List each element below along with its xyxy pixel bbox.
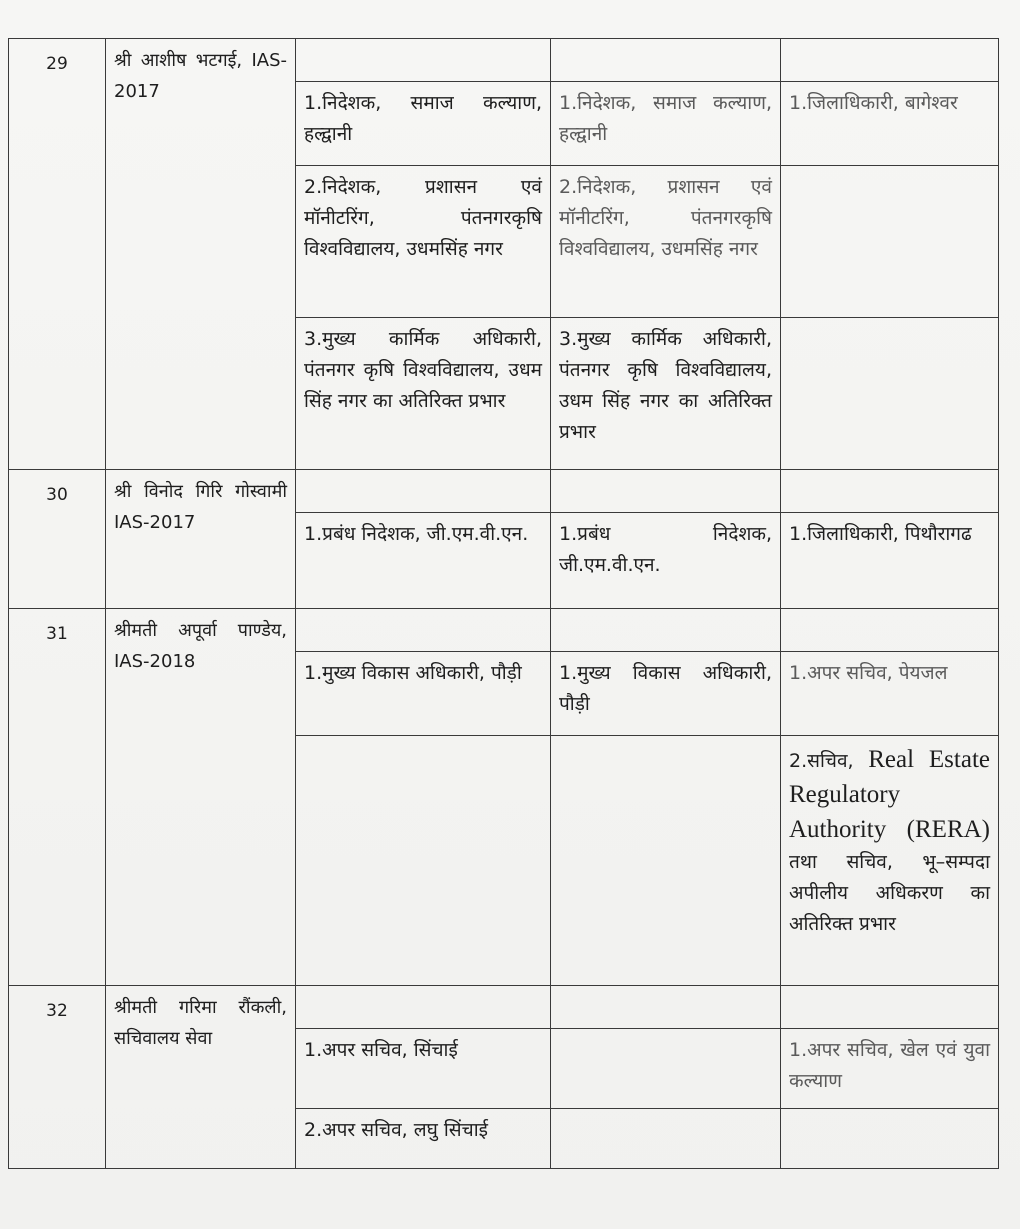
additional-post-rera xyxy=(781,736,999,986)
proposed-post: 1.निदेशक, समाज कल्याण, हल्द्वानी xyxy=(551,82,781,166)
proposed-post: 3.मुख्य कार्मिक अधिकारी, पंतनगर कृषि विश्वविद्यालय, उधम सिंह नगर का अतिरिक्त प्रभार xyxy=(551,318,781,470)
current-post: 1.प्रबंध निदेशक, जी.एम.वी.एन. xyxy=(296,513,551,609)
proposed-post xyxy=(551,736,781,986)
table-cell xyxy=(781,609,999,652)
additional-post xyxy=(781,318,999,470)
proposed-post xyxy=(551,1109,781,1169)
officer-name: श्री विनोद गिरि गोस्वामी IAS-2017 xyxy=(106,470,296,609)
proposed-post xyxy=(551,1029,781,1109)
table-cell xyxy=(296,986,551,1029)
serial-number: 30 xyxy=(9,470,106,609)
additional-post: 1.जिलाधिकारी, पिथौरागढ xyxy=(781,513,999,609)
proposed-post: 1.मुख्य विकास अधिकारी, पौड़ी xyxy=(551,652,781,736)
additional-post xyxy=(781,1109,999,1169)
table-cell xyxy=(551,470,781,513)
additional-post: 1.जिलाधिकारी, बागेश्वर xyxy=(781,82,999,166)
table-cell xyxy=(781,39,999,82)
current-post: 2.निदेशक, प्रशासन एवं मॉनीटरिंग, पंतनगरकृषि विश्वविद्यालय, उधमसिंह नगर xyxy=(296,166,551,318)
officer-name: श्रीमती अपूर्वा पाण्डेय, IAS-2018 xyxy=(106,609,296,986)
rera-prefix: 2.सचिव, xyxy=(789,750,854,772)
current-post xyxy=(296,736,551,986)
table-cell xyxy=(781,470,999,513)
proposed-post: 2.निदेशक, प्रशासन एवं मॉनीटरिंग, पंतनगरकृषि विश्वविद्यालय, उधमसिंह नगर xyxy=(551,166,781,318)
table-cell xyxy=(296,470,551,513)
serial-number: 29 xyxy=(9,39,106,470)
table-cell xyxy=(296,609,551,652)
serial-number: 32 xyxy=(9,986,106,1169)
table-row xyxy=(9,39,999,82)
table-row xyxy=(9,470,999,513)
additional-post: 1.अपर सचिव, पेयजल xyxy=(781,652,999,736)
officer-name: श्रीमती गरिमा रौंकली, सचिवालय सेवा xyxy=(106,986,296,1169)
current-post: 2.अपर सचिव, लघु सिंचाई xyxy=(296,1109,551,1169)
officer-transfer-table xyxy=(8,38,999,1169)
additional-post: 1.अपर सचिव, खेल एवं युवा कल्याण xyxy=(781,1029,999,1109)
current-post: 1.मुख्य विकास अधिकारी, पौड़ी xyxy=(296,652,551,736)
table-cell xyxy=(551,986,781,1029)
table-row xyxy=(9,986,999,1029)
table-cell xyxy=(781,986,999,1029)
table-cell xyxy=(296,39,551,82)
table-row xyxy=(9,609,999,652)
current-post: 1.निदेशक, समाज कल्याण, हल्द्वानी xyxy=(296,82,551,166)
additional-post xyxy=(781,166,999,318)
serial-number: 31 xyxy=(9,609,106,986)
officer-name: श्री आशीष भटगई, IAS-2017 xyxy=(106,39,296,470)
table-cell xyxy=(551,39,781,82)
rera-english-name: Real Estate Regulatory Authority (RERA) xyxy=(789,746,990,843)
proposed-post: 1.प्रबंध निदेशक, जी.एम.वी.एन. xyxy=(551,513,781,609)
table-cell xyxy=(551,609,781,652)
current-post: 1.अपर सचिव, सिंचाई xyxy=(296,1029,551,1109)
rera-suffix: तथा सचिव, भू–सम्पदा अपीलीय अधिकरण का अतिरिक्त प्रभार xyxy=(789,851,990,935)
current-post: 3.मुख्य कार्मिक अधिकारी, पंतनगर कृषि विश्वविद्यालय, उधम सिंह नगर का अतिरिक्त प्रभार xyxy=(296,318,551,470)
